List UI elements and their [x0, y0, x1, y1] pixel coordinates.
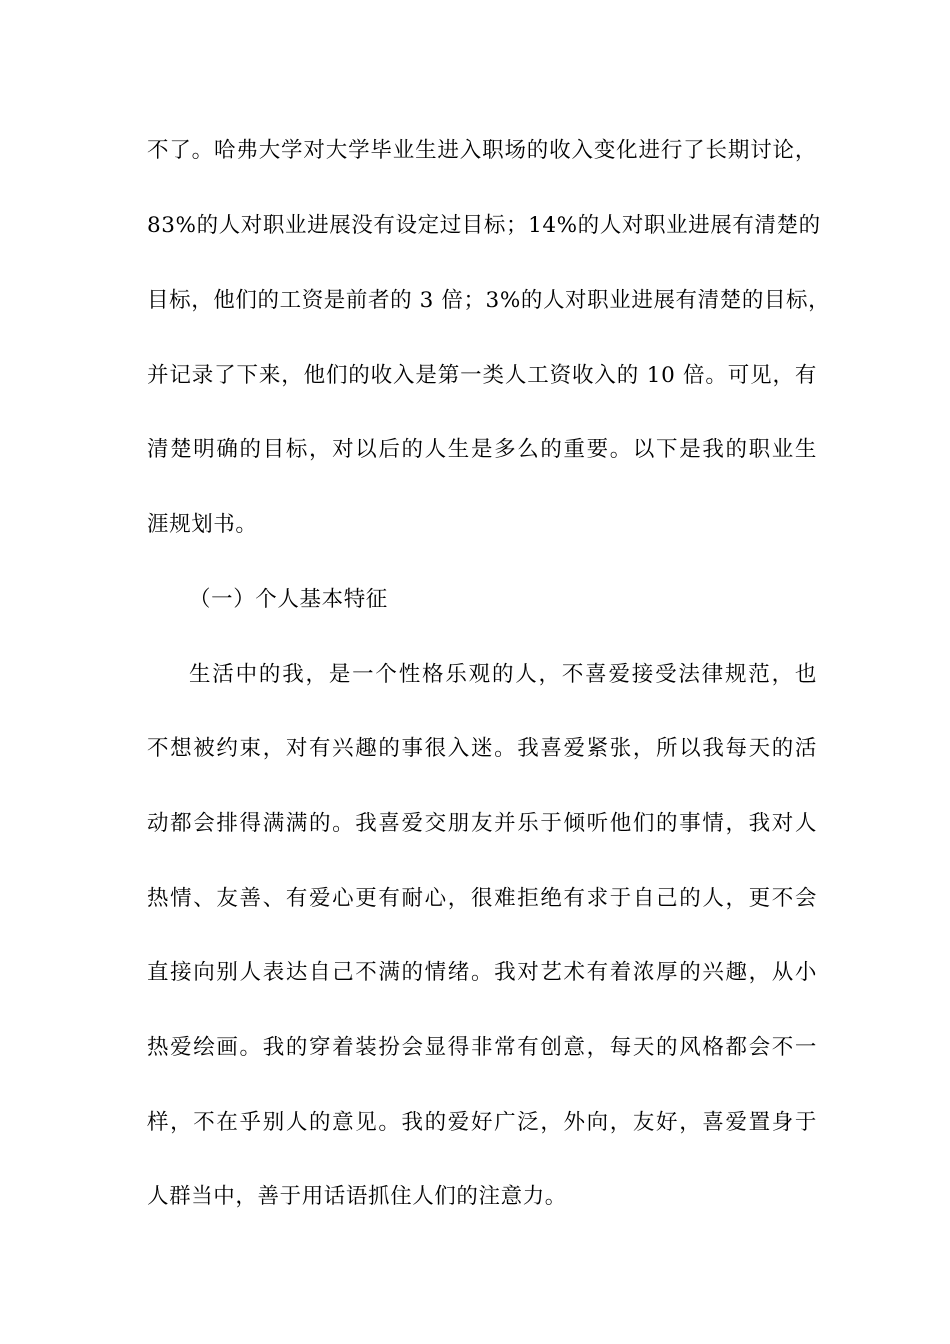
- paragraph-2-line-3: 动都会排得满满的。我喜爱交朋友并乐于倾听他们的事情，我对人: [147, 811, 817, 836]
- paragraph-1-line-2: 83%的人对职业进展没有设定过目标；14%的人对职业进展有清楚的: [147, 213, 821, 238]
- paragraph-2-line-6: 热爱绘画。我的穿着装扮会显得非常有创意，每天的风格都会不一: [147, 1035, 817, 1060]
- paragraph-1-line-5: 清楚明确的目标，对以后的人生是多么的重要。以下是我的职业生: [147, 437, 817, 462]
- paragraph-2-line-2: 不想被约束，对有兴趣的事很入迷。我喜爱紧张，所以我每天的活: [147, 736, 817, 761]
- paragraph-1-line-6: 涯规划书。: [147, 512, 258, 537]
- paragraph-2-line-1: 生活中的我，是一个性格乐观的人，不喜爱接受法律规范，也: [189, 662, 817, 687]
- paragraph-2-line-5: 直接向别人表达自己不满的情绪。我对艺术有着浓厚的兴趣，从小: [147, 960, 817, 985]
- paragraph-2-line-7: 样，不在乎别人的意见。我的爱好广泛，外向，友好，喜爱置身于: [147, 1110, 817, 1135]
- section-heading: （一）个人基本特征: [189, 587, 388, 612]
- paragraph-2-line-4: 热情、友善、有爱心更有耐心，很难拒绝有求于自己的人，更不会: [147, 886, 817, 911]
- paragraph-1-line-3: 目标，他们的工资是前者的 3 倍；3%的人对职业进展有清楚的目标，: [147, 288, 831, 313]
- paragraph-1-line-1: 不了。哈弗大学对大学毕业生进入职场的收入变化进行了长期讨论，: [147, 138, 817, 163]
- paragraph-2-line-8: 人群当中，善于用话语抓住人们的注意力。: [147, 1184, 567, 1209]
- paragraph-1-line-4: 并记录了下来，他们的收入是第一类人工资收入的 10 倍。可见，有: [147, 363, 817, 388]
